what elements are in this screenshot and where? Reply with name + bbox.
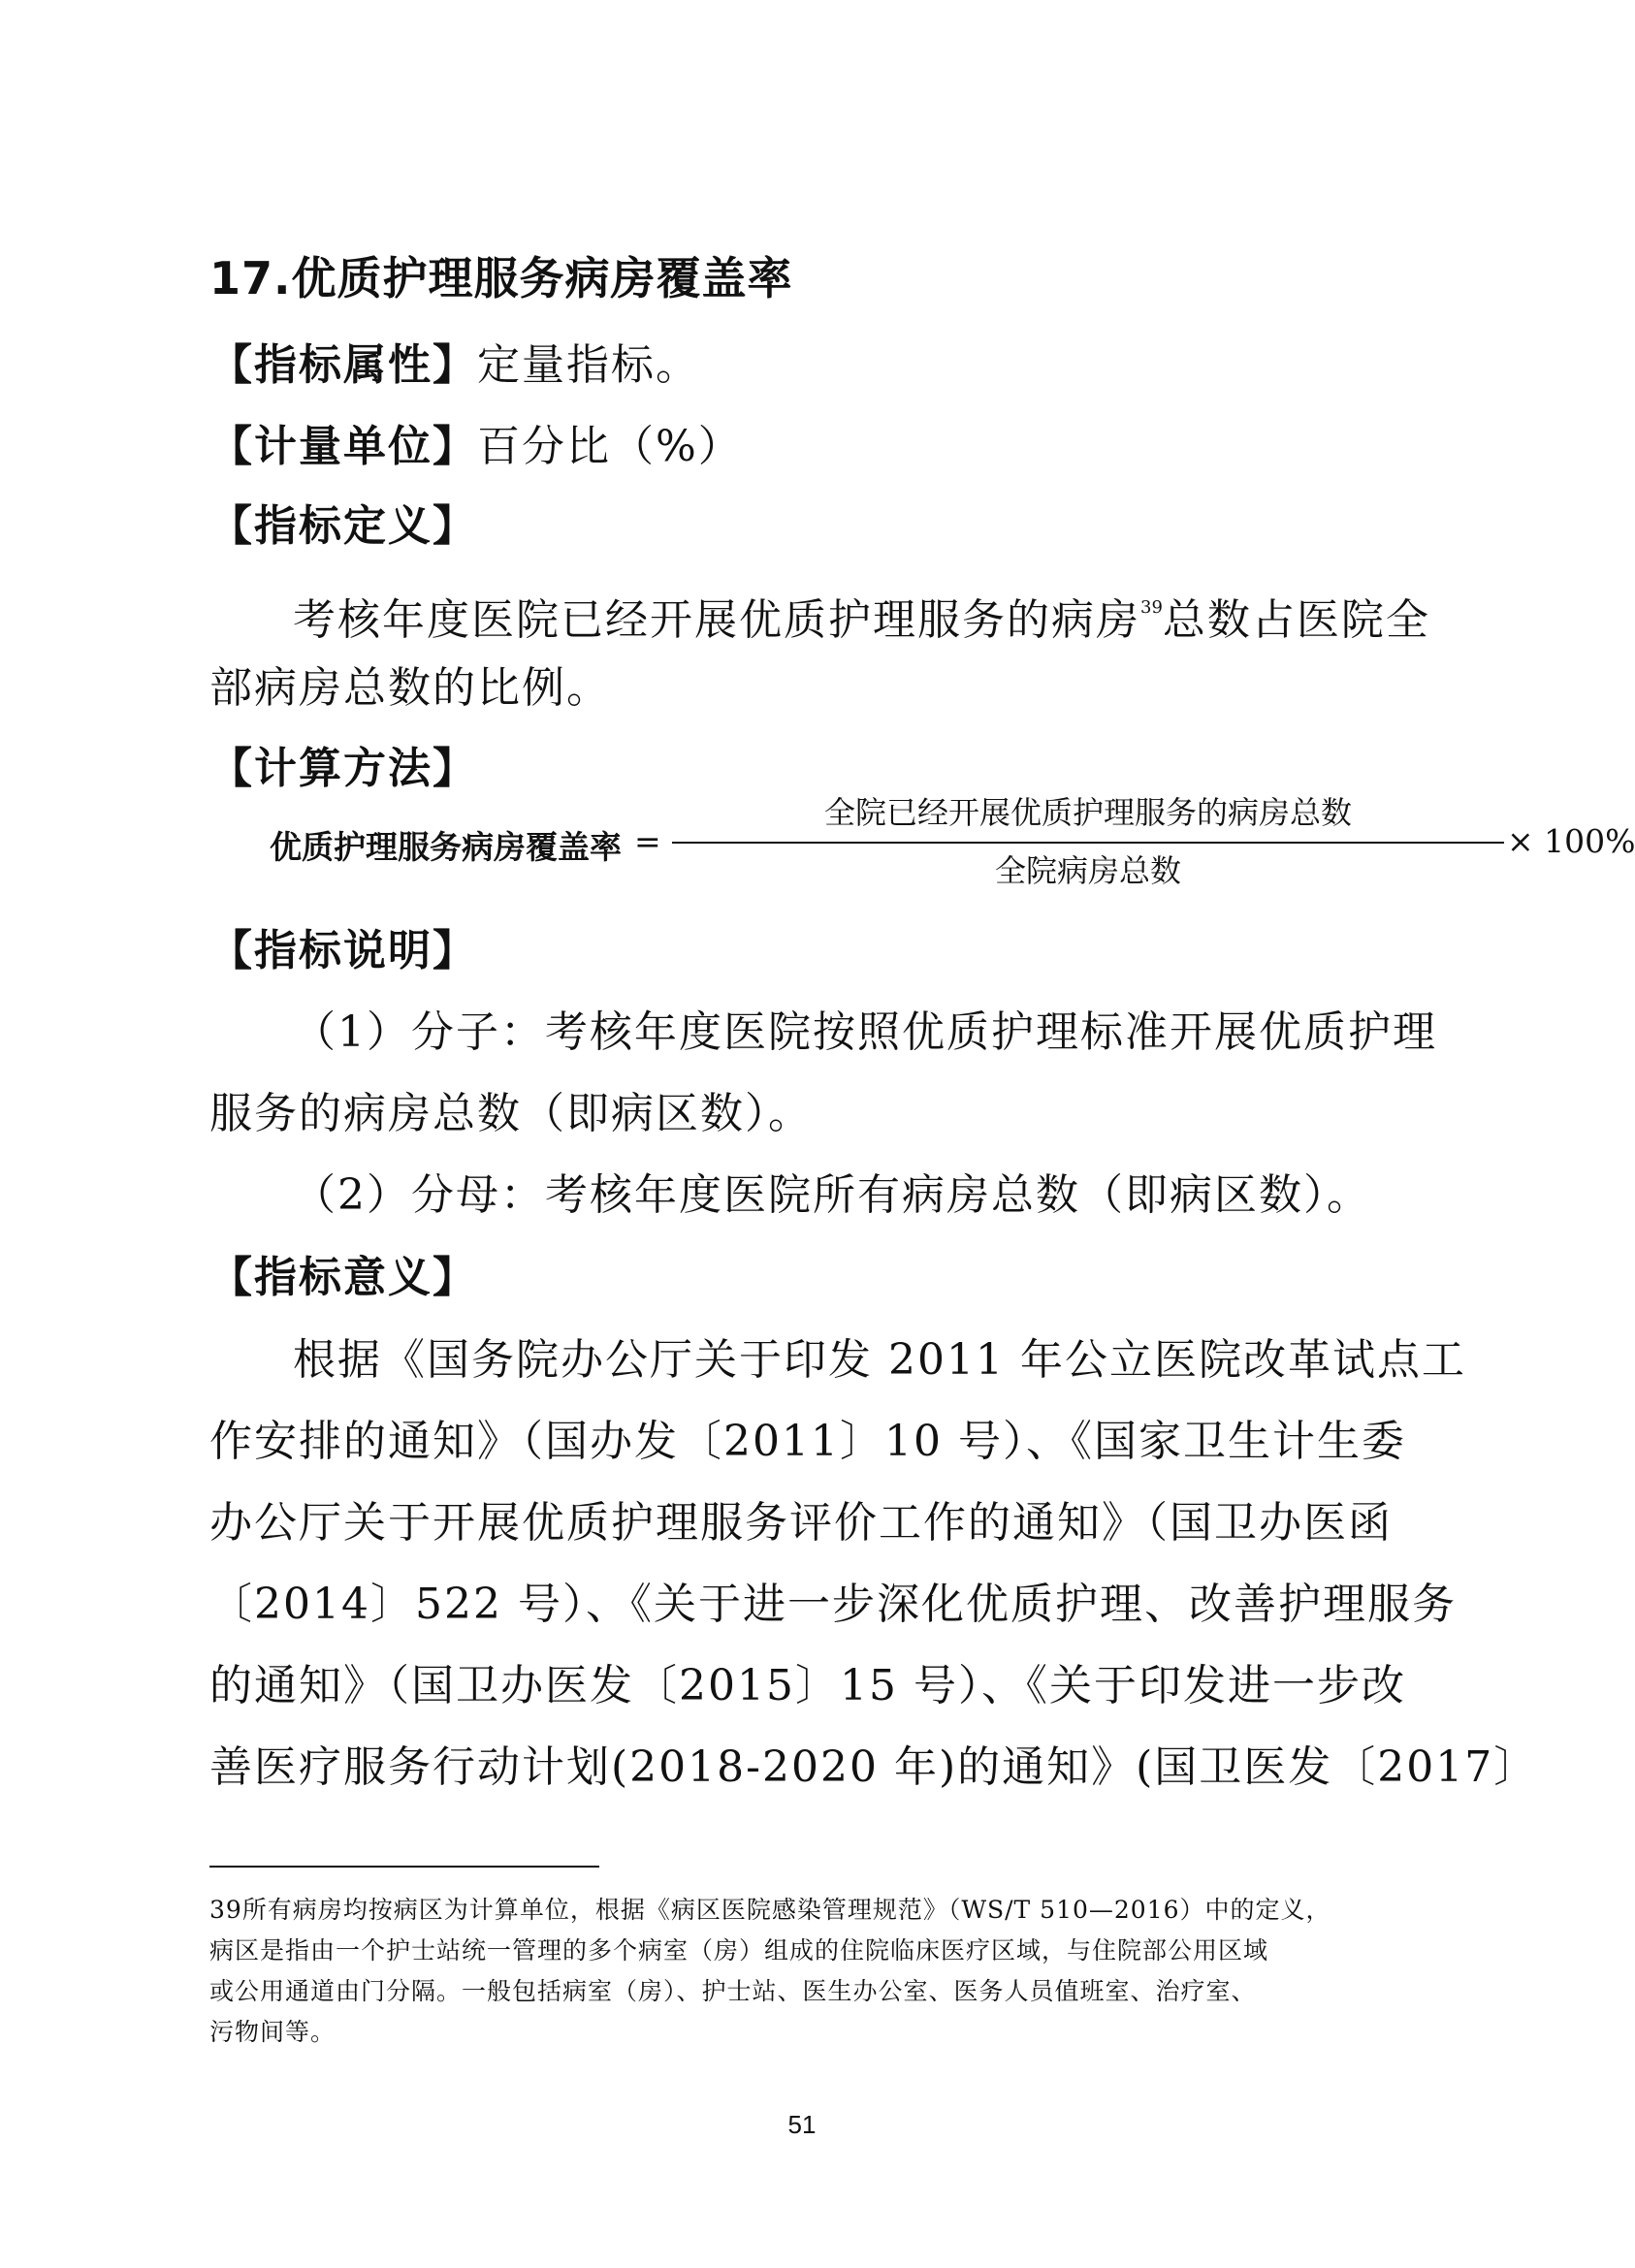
explanation-numerator-line-2: 服务的病房总数（即病区数）。 — [209, 1089, 813, 1138]
significance-label: 【指标意义】 — [209, 1253, 477, 1302]
explanation-label: 【指标说明】 — [209, 926, 477, 975]
indicator-attribute-value: 定量指标。 — [477, 340, 700, 390]
formula-fraction — [672, 793, 1504, 900]
measurement-unit-value: 百分比（%） — [477, 422, 743, 471]
calculation-label: 【计算方法】 — [209, 744, 477, 793]
significance-heading — [209, 1249, 477, 1307]
footnote-reference[interactable]: 39 — [1140, 597, 1163, 618]
measurement-unit-label: 【计量单位】 — [209, 422, 477, 471]
formula-denominator: 全院病房总数 — [994, 852, 1181, 889]
definition-label: 【指标定义】 — [209, 501, 477, 551]
formula-numerator: 全院已经开展优质护理服务的病房总数 — [823, 794, 1352, 831]
significance-line: 善医疗服务行动计划(2018-2020 年)的通知》(国卫医发〔2017〕 — [209, 1742, 1539, 1792]
explanation-denominator: （2）分母：考核年度医院所有病房总数（即病区数）。 — [293, 1170, 1371, 1220]
calculation-formula — [270, 793, 1635, 900]
footnote-line: 病区是指由一个护士站统一管理的多个病室（房）组成的住院临床医疗区域，与住院部公用区域 — [209, 1936, 1269, 1965]
indicator-attribute-label: 【指标属性】 — [209, 340, 477, 390]
definition-text-part-2: 总数占医院全 — [1162, 595, 1430, 645]
calculation-heading — [209, 740, 477, 798]
significance-line: 办公厅关于开展优质护理服务评价工作的通知》（国卫办医函 — [209, 1498, 1393, 1548]
definition-heading — [209, 497, 477, 556]
formula-equals: = — [634, 822, 661, 860]
definition-text-part-3: 部病房总数的比例。 — [209, 663, 611, 713]
section-title: 17.优质护理服务病房覆盖率 — [209, 252, 793, 304]
formula-lhs: 优质护理服务病房覆盖率 — [270, 828, 622, 866]
formula-multiplier: × 100% — [1507, 822, 1635, 860]
significance-line: 的通知》（国卫办医发〔2015〕15 号）、《关于印发进一步改 — [209, 1661, 1406, 1710]
definition-text-part-1: 考核年度医院已经开展优质护理服务的病房 — [293, 595, 1140, 645]
page-number: 51 — [787, 2110, 817, 2139]
definition-text-line-1 — [293, 579, 1430, 650]
significance-line: 作安排的通知》（国办发〔2011〕10 号）、《国家卫生计生委 — [209, 1417, 1406, 1466]
explanation-numerator-line-1: （1）分子：考核年度医院按照优质护理标准开展优质护理 — [293, 1007, 1437, 1057]
definition-text-line-2 — [209, 659, 611, 718]
indicator-attribute-row — [209, 336, 700, 395]
significance-line: 根据《国务院办公厅关于印发 2011 年公立医院改革试点工 — [293, 1335, 1466, 1385]
footnote-divider — [209, 1866, 599, 1868]
footnote-line: 污物间等。 — [209, 2018, 337, 2046]
significance-line: 〔2014〕522 号）、《关于进一步深化优质护理、改善护理服务 — [209, 1580, 1457, 1629]
footnote-line: 或公用通道由门分隔。一般包括病室（房）、护士站、医生办公室、医务人员值班室、治疗室、 — [209, 1977, 1257, 2005]
explanation-heading — [209, 922, 477, 980]
measurement-unit-row — [209, 418, 743, 476]
footnote-line: 39所有病房均按病区为计算单位，根据《病区医院感染管理规范》（WS/T 510—2016）中的定义， — [209, 1896, 1331, 1924]
fraction-bar — [672, 842, 1504, 844]
